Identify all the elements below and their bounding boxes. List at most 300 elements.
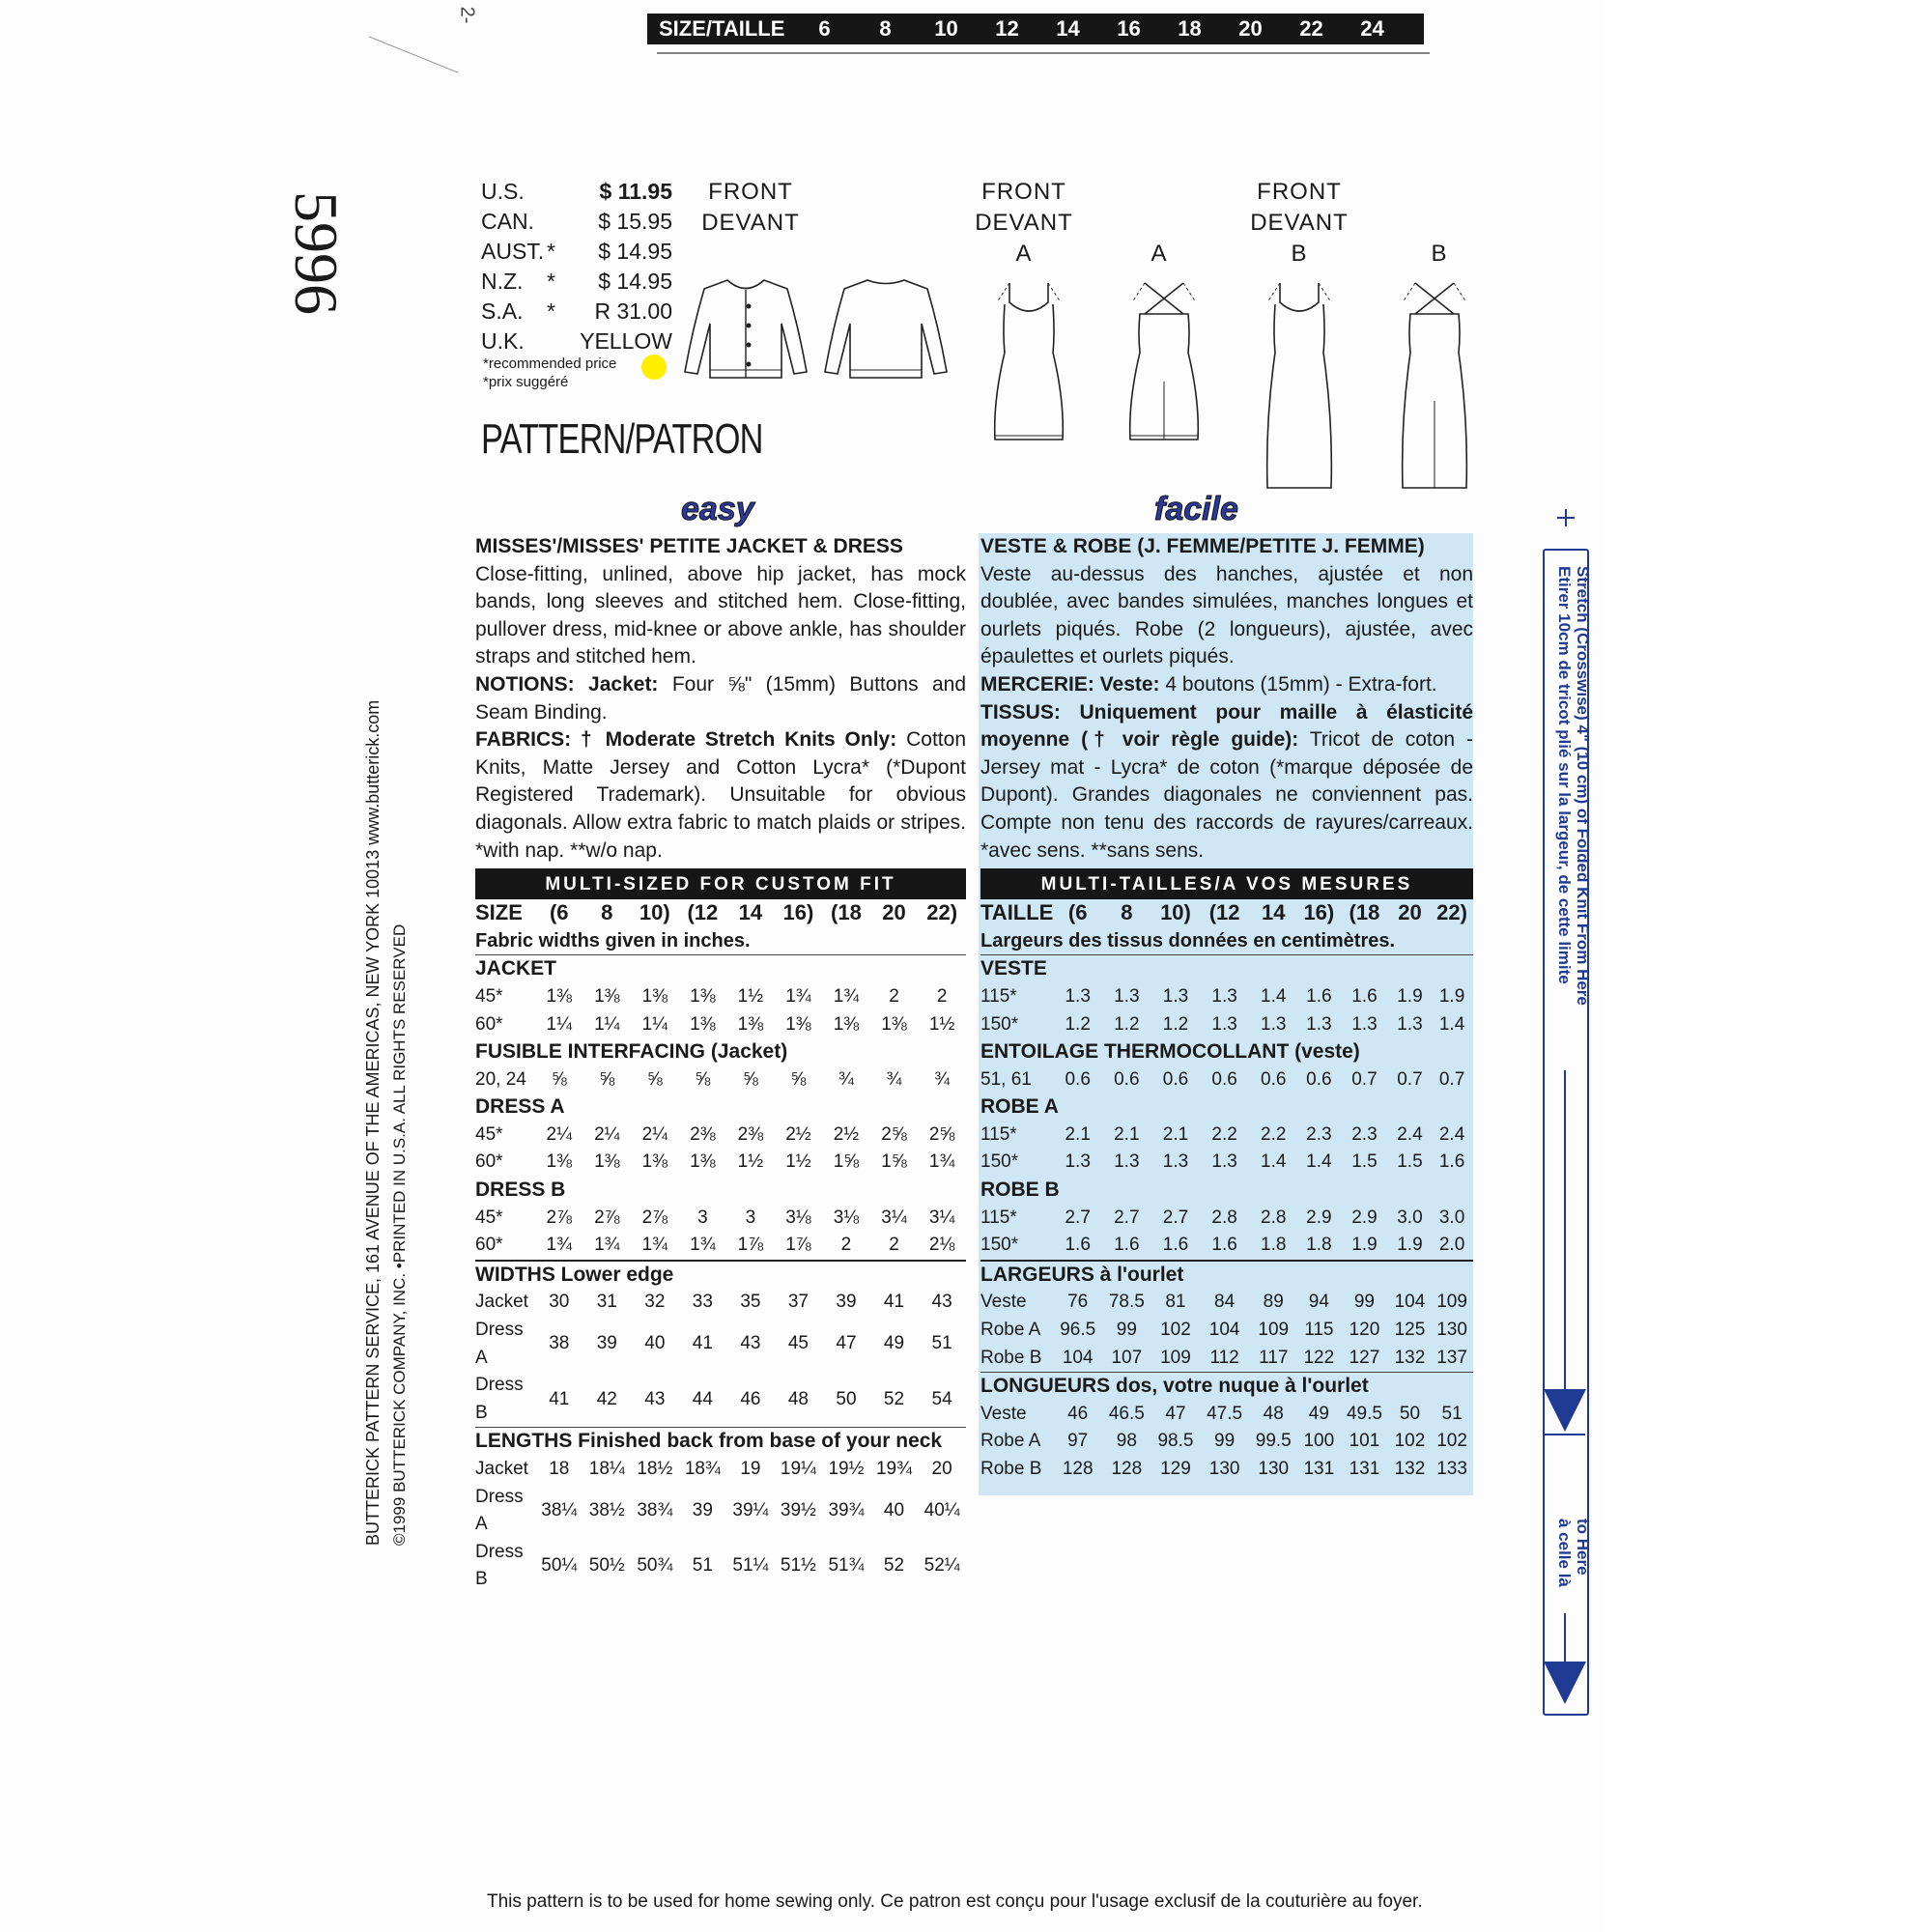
view-label-front-b xyxy=(1241,177,1357,270)
table-cell: 112 xyxy=(1209,1347,1239,1368)
table-row xyxy=(475,1011,966,1039)
table-cell: 2.3 xyxy=(1351,1123,1378,1145)
view-label-back-a: A xyxy=(1151,241,1168,267)
table-cell: 1.5 xyxy=(1397,1151,1423,1173)
size-column: (18 xyxy=(1349,900,1380,925)
jacket-back-sketch xyxy=(821,275,952,386)
table-cell: 50 xyxy=(1399,1403,1421,1424)
size-column: 14 xyxy=(738,900,763,925)
table-cell: 100 xyxy=(1303,1431,1335,1452)
table-cell: 52 xyxy=(883,1388,905,1409)
table-row xyxy=(475,1428,966,1456)
notions-text: Four ⅝" (15mm) Buttons and Seam Binding. xyxy=(475,672,966,724)
table-row xyxy=(980,1373,1473,1401)
table-cell: 1⅜ xyxy=(833,1013,860,1035)
price-star: * xyxy=(547,298,555,324)
size-bar-size: 20 xyxy=(1238,16,1263,41)
table-cell: ⅝ xyxy=(646,1068,663,1090)
price-value: YELLOW xyxy=(580,328,672,354)
table-cell: 51½ xyxy=(780,1555,816,1577)
row-label: 51, 61 xyxy=(980,1068,1032,1090)
table-cell: 0.7 xyxy=(1351,1068,1378,1090)
table-cell: 50 xyxy=(836,1388,857,1409)
table-cell: 19½ xyxy=(828,1459,865,1479)
fabrics-heading: FABRICS: † Moderate Stretch Knits Only: xyxy=(475,728,897,752)
table-cell: 1.3 xyxy=(1162,985,1189,1007)
to-here-english: to Here xyxy=(1574,1519,1592,1576)
suggested-price: *prix suggéré xyxy=(483,374,569,390)
table-cell: 1⅜ xyxy=(785,1013,811,1035)
price-country: U.K. xyxy=(481,328,525,354)
table-cell: 2 xyxy=(936,985,948,1007)
table-cell: 0.6 xyxy=(1261,1068,1287,1090)
table-cell: 51 xyxy=(931,1333,952,1354)
row-label: 45* xyxy=(475,1123,503,1145)
table-cell: 2.7 xyxy=(1114,1207,1140,1228)
table-cell: 1.6 xyxy=(1351,985,1378,1007)
table-cell: 125 xyxy=(1394,1320,1426,1341)
size-column: 10) xyxy=(639,900,670,925)
size-bar-size: 8 xyxy=(879,16,892,41)
price-star: * xyxy=(547,269,555,294)
table-row xyxy=(980,1317,1473,1345)
dress-b-front-sketch xyxy=(1256,275,1343,493)
table-cell: 41 xyxy=(883,1292,905,1313)
section-heading: ENTOILAGE THERMOCOLLANT (veste) xyxy=(980,1040,1360,1064)
table-cell: 1¾ xyxy=(928,1151,955,1173)
table-row xyxy=(475,983,966,1011)
table-cell: 98 xyxy=(1116,1431,1137,1452)
table-row xyxy=(980,1177,1473,1205)
price-country: AUST. xyxy=(481,239,545,264)
table-cell: 3 xyxy=(745,1207,756,1228)
table-cell: 1.3 xyxy=(1114,985,1140,1007)
table-cell: 1½ xyxy=(737,985,764,1007)
table-cell: 46 xyxy=(740,1388,761,1409)
stretch-gauge-text xyxy=(1555,566,1592,1006)
table-cell: 2¼ xyxy=(641,1123,668,1145)
dress-b-back-sketch xyxy=(1391,275,1478,493)
table-cell: 1.9 xyxy=(1438,985,1465,1007)
table-cell: 102 xyxy=(1160,1320,1191,1341)
table-cell: 1.4 xyxy=(1306,1151,1332,1173)
table-cell: 2.0 xyxy=(1438,1235,1465,1256)
table-cell: 96.5 xyxy=(1060,1320,1096,1341)
table-cell: 3¼ xyxy=(928,1207,955,1228)
table-cell: 1.3 xyxy=(1211,985,1237,1007)
table-cell: 98.5 xyxy=(1157,1431,1194,1452)
price-country: S.A. xyxy=(481,298,524,324)
table-row xyxy=(980,1261,1473,1290)
row-label: 115* xyxy=(980,985,1017,1007)
table-cell: 19 xyxy=(740,1459,761,1479)
table-cell: 1.3 xyxy=(1211,1151,1237,1173)
table-cell: 1¾ xyxy=(641,1235,668,1256)
table-cell: 2⅞ xyxy=(594,1207,620,1228)
table-cell: 2.2 xyxy=(1261,1123,1287,1145)
table-cell: 40 xyxy=(883,1499,905,1520)
table-cell: 1⅜ xyxy=(546,1151,572,1173)
table-cell: 54 xyxy=(931,1388,952,1409)
table-row xyxy=(475,1484,966,1539)
size-column: 14 xyxy=(1262,900,1286,925)
english-yardage-table xyxy=(475,899,966,1594)
price-list xyxy=(481,177,672,356)
table-cell: 81 xyxy=(1165,1292,1186,1313)
row-label: Veste xyxy=(980,1403,1027,1424)
gauge-arrow-down-icon xyxy=(1544,1662,1586,1704)
size-column: 22) xyxy=(1436,900,1467,925)
table-cell: ¾ xyxy=(838,1068,854,1090)
table-row xyxy=(980,899,1473,927)
row-label: Dress B xyxy=(475,1541,524,1590)
table-row xyxy=(980,1094,1473,1122)
table-cell: 107 xyxy=(1111,1347,1143,1368)
table-cell: ⅝ xyxy=(790,1068,807,1090)
table-row xyxy=(980,1066,1473,1094)
table-cell: 1.3 xyxy=(1114,1151,1140,1173)
table-cell: 38½ xyxy=(588,1499,625,1520)
table-cell: ⅝ xyxy=(599,1068,615,1090)
table-cell: 132 xyxy=(1394,1347,1426,1368)
size-column: 8 xyxy=(601,900,613,925)
recommended-price-note xyxy=(483,355,616,391)
table-cell: ¾ xyxy=(934,1068,951,1090)
table-cell: 128 xyxy=(1062,1459,1094,1479)
table-cell: 101 xyxy=(1349,1431,1380,1452)
table-row xyxy=(980,1401,1473,1429)
table-cell: 2¼ xyxy=(594,1123,620,1145)
table-cell: 102 xyxy=(1436,1431,1467,1452)
size-label: TAILLE xyxy=(980,900,1054,925)
size-bar-size: 6 xyxy=(818,16,831,41)
footer-note: This pattern is to be used for home sewing only. Ce patron est conçu pour l'usage exclusif de la couturière au foyer. xyxy=(487,1891,1423,1912)
stretch-gauge-french: Etirer 10cm de tricot plié sur la largeur, de cette limite xyxy=(1555,566,1574,984)
table-cell: 18 xyxy=(549,1459,570,1479)
table-cell: 1⅜ xyxy=(546,985,572,1007)
french-column xyxy=(980,533,1473,1484)
table-cell: 38 xyxy=(549,1333,570,1354)
table-cell: 99 xyxy=(1353,1292,1375,1313)
table-cell: 46.5 xyxy=(1108,1403,1145,1424)
table-cell: 104 xyxy=(1208,1320,1240,1341)
table-cell: 1⅜ xyxy=(690,985,716,1007)
table-cell: 1.5 xyxy=(1351,1151,1378,1173)
table-cell: 41 xyxy=(692,1333,713,1354)
table-row xyxy=(980,1428,1473,1456)
section-heading: JACKET xyxy=(475,955,966,983)
table-cell: 78.5 xyxy=(1108,1292,1145,1313)
table-cell: 1.2 xyxy=(1114,1013,1140,1035)
corner-mark: 2- xyxy=(456,6,478,24)
table-cell: 2.1 xyxy=(1114,1123,1140,1145)
table-cell: 1¼ xyxy=(594,1013,620,1035)
table-cell: 43 xyxy=(931,1292,952,1313)
table-cell: 49.5 xyxy=(1346,1403,1382,1424)
table-row xyxy=(475,1539,966,1594)
english-fabrics xyxy=(475,726,966,865)
table-cell: 1½ xyxy=(785,1151,811,1173)
table-cell: 1¼ xyxy=(546,1013,572,1035)
row-label: 45* xyxy=(475,1207,503,1228)
label-devant: DEVANT xyxy=(701,210,800,236)
table-cell: 48 xyxy=(787,1388,809,1409)
table-cell: 18¼ xyxy=(588,1459,625,1479)
size-column: (6 xyxy=(1067,900,1088,925)
row-label: Jacket xyxy=(475,1292,528,1313)
mercerie-heading: MERCERIE: Veste: xyxy=(980,672,1160,696)
price-value: $ 15.95 xyxy=(598,209,672,234)
table-cell: 1.9 xyxy=(1397,985,1423,1007)
table-cell: 1⅜ xyxy=(881,1013,907,1035)
row-label: 60* xyxy=(475,1235,503,1256)
size-column: (6 xyxy=(549,900,569,925)
size-bar-size: 16 xyxy=(1117,16,1141,41)
table-cell: 1.3 xyxy=(1065,1151,1091,1173)
table-cell: 39½ xyxy=(780,1499,816,1520)
row-label: 150* xyxy=(980,1151,1019,1173)
table-cell: 1⅞ xyxy=(737,1235,764,1256)
table-cell: 1¾ xyxy=(546,1235,572,1256)
table-cell: 1.3 xyxy=(1162,1151,1189,1173)
table-row xyxy=(980,1205,1473,1233)
price-row xyxy=(481,327,672,356)
table-cell: 52 xyxy=(883,1555,905,1577)
table-row xyxy=(980,1345,1473,1373)
gauge-divider xyxy=(1545,1434,1585,1435)
table-row xyxy=(980,1038,1473,1066)
section-heading: ROBE A xyxy=(980,1095,1059,1119)
english-description: Close-fitting, unlined, above hip jacket, has mock bands, long sleeves and stitched hem. Close-fitting, pullover dress, mid-knee or above ankle, has shoulder straps and stitched hem. xyxy=(475,562,966,668)
section-heading: DRESS A xyxy=(475,1095,565,1119)
table-cell: 2.3 xyxy=(1306,1123,1332,1145)
price-value: $ 14.95 xyxy=(598,269,672,294)
table-cell: 47 xyxy=(1165,1403,1186,1424)
table-cell: 1.6 xyxy=(1162,1235,1189,1256)
table-cell: 99 xyxy=(1116,1320,1137,1341)
english-notions xyxy=(475,671,966,726)
label-view-b: B xyxy=(1291,241,1308,267)
table-row xyxy=(475,1205,966,1233)
section-heading: FUSIBLE INTERFACING (Jacket) xyxy=(475,1040,788,1064)
row-label: Robe A xyxy=(980,1431,1041,1452)
table-cell: 2.1 xyxy=(1162,1123,1189,1145)
gauge-arrow-line xyxy=(1564,1070,1566,1389)
price-country: N.Z. xyxy=(481,269,524,294)
table-row xyxy=(475,1038,966,1066)
size-bar-size: 12 xyxy=(995,16,1019,41)
price-star xyxy=(547,327,580,356)
table-cell: 1.2 xyxy=(1162,1013,1189,1035)
label-front: FRONT xyxy=(1257,179,1342,205)
notions-heading: NOTIONS: xyxy=(475,672,575,696)
section-heading: ROBE B xyxy=(980,1179,1060,1202)
table-cell: 1⅜ xyxy=(737,1013,764,1035)
table-cell: 51 xyxy=(692,1555,713,1577)
price-row xyxy=(481,177,672,207)
table-cell: 1.3 xyxy=(1351,1013,1378,1035)
table-cell: 1⅜ xyxy=(641,1151,668,1173)
table-cell: 94 xyxy=(1308,1292,1329,1313)
tissus-text: Tricot de coton - Jersey mat - Lycra* de coton (*marque déposée de Dupont). Grandes diagonales ne conviennent pas. Compte non tenu des raccords de rayures/carreaux. *avec sens. **sans sens. xyxy=(980,728,1473,862)
table-cell: 120 xyxy=(1349,1320,1380,1341)
price-country: CAN. xyxy=(481,209,534,234)
row-label: Veste xyxy=(980,1292,1027,1313)
table-row xyxy=(475,1317,966,1372)
table-cell: 0.6 xyxy=(1114,1068,1140,1090)
table-cell: 2 xyxy=(840,1235,852,1256)
table-cell: 43 xyxy=(740,1333,761,1354)
view-label-front-a xyxy=(966,177,1082,270)
table-cell: 130 xyxy=(1258,1459,1290,1479)
yellow-price-dot-icon xyxy=(641,355,667,380)
table-cell: ⅝ xyxy=(742,1068,758,1090)
table-cell: 129 xyxy=(1160,1459,1191,1479)
table-cell: 109 xyxy=(1436,1292,1467,1313)
row-label: Robe A xyxy=(980,1320,1041,1341)
widths-note: Fabric widths given in inches. xyxy=(475,929,751,952)
table-row xyxy=(980,927,1473,955)
table-cell: 2 xyxy=(889,1235,899,1256)
table-cell: 130 xyxy=(1208,1459,1240,1479)
table-cell: 1¼ xyxy=(641,1013,668,1035)
row-label: 60* xyxy=(475,1013,503,1035)
table-cell: 1.6 xyxy=(1438,1151,1465,1173)
table-cell: 2.2 xyxy=(1211,1123,1237,1145)
table-cell: 51¼ xyxy=(732,1555,769,1577)
french-notions xyxy=(980,671,1473,699)
table-cell: 48 xyxy=(1263,1403,1284,1424)
section-heading: VESTE xyxy=(980,955,1473,983)
table-cell: 2⅝ xyxy=(881,1123,907,1145)
table-cell: 131 xyxy=(1303,1459,1335,1479)
table-cell: 2⅛ xyxy=(928,1235,955,1256)
label-front: FRONT xyxy=(981,179,1066,205)
table-cell: 1⅜ xyxy=(594,1151,620,1173)
table-cell: ⅝ xyxy=(695,1068,711,1090)
size-column: 20 xyxy=(882,900,906,925)
table-row xyxy=(980,1011,1473,1039)
section-heading: LONGUEURS dos, votre nuque à l'ourlet xyxy=(980,1373,1473,1401)
table-cell: 1⅝ xyxy=(881,1151,907,1173)
price-value: $ 11.95 xyxy=(599,179,672,204)
view-label-front-1 xyxy=(697,177,804,239)
table-cell: 1.6 xyxy=(1114,1235,1140,1256)
size-column: 22) xyxy=(926,900,958,925)
table-cell: 51¾ xyxy=(828,1555,865,1577)
table-cell: 3.0 xyxy=(1438,1207,1465,1228)
row-label: 45* xyxy=(475,985,503,1007)
table-cell: 109 xyxy=(1258,1320,1290,1341)
english-title: MISSES'/MISSES' PETITE JACKET & DRESS xyxy=(475,535,903,557)
section-heading: LARGEURS à l'ourlet xyxy=(980,1261,1473,1290)
fabrics-text: Cotton Knits, Matte Jersey and Cotton Lycra* (*Dupont Registered Trademark). Unsuitable for obvious diagonals. Allow extra fabric to match plaids or stripes. *with nap. **w/o nap. xyxy=(475,728,966,862)
size-bar-size: 14 xyxy=(1056,16,1080,41)
facile-label: facile xyxy=(1154,491,1238,527)
table-cell: 1.9 xyxy=(1351,1235,1378,1256)
table-cell: 37 xyxy=(787,1292,809,1313)
dress-a-front-sketch xyxy=(985,275,1072,444)
easy-label: easy xyxy=(681,491,754,527)
table-cell: 50¼ xyxy=(541,1555,578,1577)
row-label: Dress B xyxy=(475,1375,524,1423)
english-yardage-bar: MULTI-SIZED FOR CUSTOM FIT xyxy=(475,868,966,899)
table-cell: 47 xyxy=(836,1333,857,1354)
table-cell: 1⅜ xyxy=(690,1013,716,1035)
table-cell: 19¾ xyxy=(875,1459,912,1479)
table-cell: 3⅛ xyxy=(833,1207,860,1228)
table-cell: 1⅜ xyxy=(641,985,668,1007)
table-row xyxy=(475,1149,966,1177)
table-cell: 38¾ xyxy=(637,1499,673,1520)
table-cell: 1⅝ xyxy=(833,1151,860,1173)
table-cell: 1½ xyxy=(928,1013,955,1035)
size-bar-size: 18 xyxy=(1178,16,1202,41)
table-cell: 41 xyxy=(549,1388,570,1409)
table-cell: 132 xyxy=(1394,1459,1426,1479)
size-column: (12 xyxy=(1208,900,1240,925)
table-cell: 109 xyxy=(1160,1347,1191,1368)
table-cell: 1.3 xyxy=(1211,1013,1237,1035)
table-cell: 2.1 xyxy=(1065,1123,1091,1145)
section-heading: LENGTHS Finished back from base of your neck xyxy=(475,1428,966,1456)
table-cell: 2.4 xyxy=(1438,1123,1465,1145)
dress-a-back-sketch xyxy=(1121,275,1208,444)
table-cell: 1¾ xyxy=(594,1235,620,1256)
label-view-a: A xyxy=(1015,241,1033,267)
table-cell: 45 xyxy=(787,1333,809,1354)
table-cell: 33 xyxy=(692,1292,713,1313)
table-cell: 39¼ xyxy=(732,1499,769,1520)
jacket-front-sketch xyxy=(681,275,811,386)
to-here-french: à celle là xyxy=(1555,1519,1574,1587)
table-cell: 84 xyxy=(1214,1292,1236,1313)
to-here-text xyxy=(1555,1519,1592,1587)
price-row xyxy=(481,207,672,237)
table-cell: 1.3 xyxy=(1261,1013,1287,1035)
label-devant: DEVANT xyxy=(1250,210,1349,236)
table-cell: 127 xyxy=(1349,1347,1380,1368)
table-cell: 0.6 xyxy=(1306,1068,1332,1090)
table-cell: 19¼ xyxy=(780,1459,816,1479)
size-column: 16) xyxy=(1303,900,1335,925)
french-yardage-bar: MULTI-TAILLES/A VOS MESURES xyxy=(980,868,1473,899)
table-cell: 1.3 xyxy=(1065,985,1091,1007)
row-label: Robe B xyxy=(980,1347,1042,1368)
table-cell: 1.4 xyxy=(1261,1151,1287,1173)
table-cell: 131 xyxy=(1349,1459,1380,1479)
table-cell: 0.6 xyxy=(1162,1068,1189,1090)
table-cell: 1.8 xyxy=(1261,1235,1287,1256)
table-row xyxy=(980,1289,1473,1317)
table-cell: 1¾ xyxy=(785,985,811,1007)
table-cell: 39 xyxy=(836,1292,857,1313)
table-cell: 0.6 xyxy=(1065,1068,1091,1090)
table-cell: 18¾ xyxy=(684,1459,721,1479)
table-row xyxy=(980,1456,1473,1484)
table-cell: 1⅜ xyxy=(690,1151,716,1173)
price-star: * xyxy=(547,239,555,264)
copyright-line: ©1999 BUTTERICK COMPANY, INC. •PRINTED IN U.S.A. ALL RIGHTS RESERVED xyxy=(390,923,409,1546)
table-row xyxy=(475,1372,966,1428)
price-star xyxy=(547,177,580,207)
gauge-start-tick xyxy=(1565,509,1567,526)
table-cell: 2½ xyxy=(833,1123,860,1145)
table-row xyxy=(475,1066,966,1094)
table-cell: 1.3 xyxy=(1397,1013,1423,1035)
table-cell: 2.9 xyxy=(1306,1207,1332,1228)
table-cell: 89 xyxy=(1263,1292,1284,1313)
